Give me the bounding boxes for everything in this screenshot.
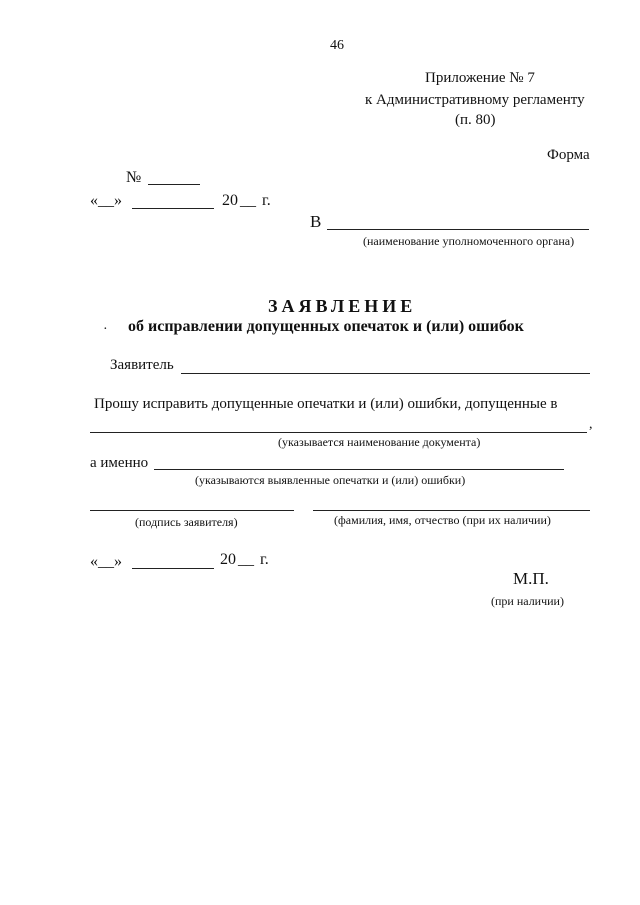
namely-label: а именно (90, 455, 149, 471)
page-number: 46 (330, 38, 344, 53)
appendix-label: Приложение № 7 (425, 70, 535, 86)
recipient-caption: (наименование уполномоченного органа) (363, 234, 575, 248)
date2-year-prefix: 20 (220, 551, 236, 568)
applicant-line (181, 373, 590, 374)
date2-month-line (132, 568, 214, 569)
number-sign: № (126, 169, 142, 186)
document-name-line (90, 432, 587, 433)
number-blank-line (148, 184, 200, 185)
recipient-line (327, 229, 589, 230)
date2-year-suffix: г. (260, 551, 269, 568)
date2-year-blank: __ (238, 551, 254, 568)
recipient-prefix: В (310, 212, 322, 231)
stamp-label: М.П. (513, 569, 549, 588)
regulation-label: к Административному регламенту (365, 92, 585, 108)
date-year-blank: __ (240, 192, 256, 209)
date-year-suffix: г. (262, 192, 271, 209)
document-title: ЗАЯВЛЕНИЕ (268, 296, 417, 316)
request-text: Прошу исправить допущенные опечатки и (или) ошибки, допущенные в (94, 396, 558, 412)
date-day: «__» (90, 192, 122, 209)
form-label: Форма (547, 147, 590, 163)
signature-line (90, 510, 294, 511)
date-month-line (132, 208, 214, 209)
stamp-caption: (при наличии) (491, 594, 564, 608)
full-name-line (313, 510, 590, 511)
signature-caption: (подпись заявителя) (135, 515, 238, 529)
applicant-label: Заявитель (110, 357, 174, 373)
date-year-prefix: 20 (222, 192, 238, 209)
title-bullet: · (103, 322, 108, 337)
namely-line (154, 469, 564, 470)
document-caption: (указывается наименование документа) (278, 435, 481, 449)
clause-label: (п. 80) (455, 112, 496, 128)
full-name-caption: (фамилия, имя, отчество (при их наличии) (334, 513, 551, 527)
request-comma: , (589, 417, 593, 432)
document-subtitle: об исправлении допущенных опечаток и (или) ошибок (128, 318, 524, 335)
date2-day: «__» (90, 553, 122, 570)
namely-caption: (указываются выявленные опечатки и (или) ошибки) (195, 473, 466, 487)
